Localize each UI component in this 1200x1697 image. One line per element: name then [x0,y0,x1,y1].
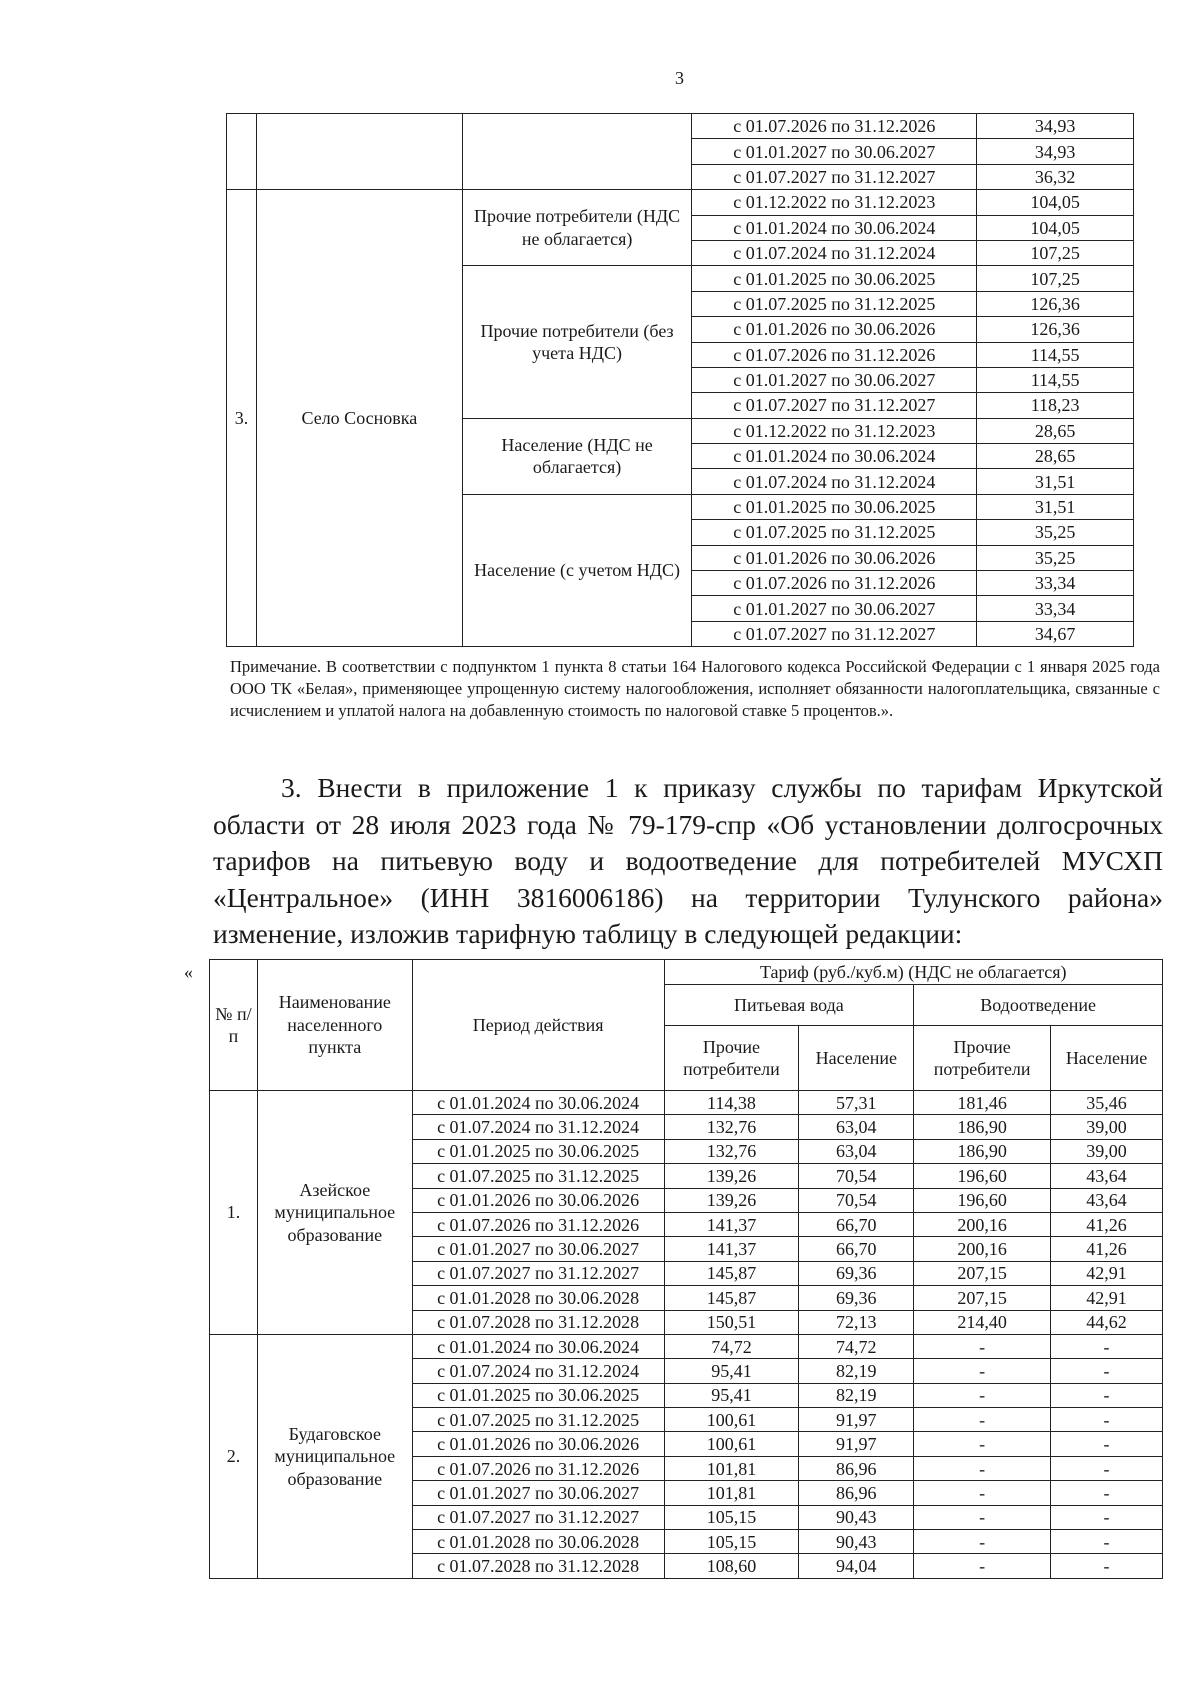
period-cell: с 01.01.2026 по 30.06.2026 [412,1432,664,1456]
period-cell: с 01.01.2025 по 30.06.2025 [412,1139,664,1163]
quote-mark: « [184,962,193,982]
tariff-value: 35,25 [977,520,1134,545]
sewer-other-value: 207,15 [914,1261,1051,1285]
water-other-value: 139,26 [664,1188,799,1212]
sewer-other-value: - [914,1505,1051,1529]
period-cell: с 01.07.2028 по 31.12.2028 [412,1310,664,1334]
empty-cell [227,114,257,190]
table-row [210,1091,1163,1115]
water-other-value: 95,41 [664,1359,799,1383]
period-cell: с 01.01.2028 по 30.06.2028 [412,1530,664,1554]
water-other-value: 145,87 [664,1261,799,1285]
period-cell: с 01.07.2024 по 31.12.2024 [692,240,977,265]
water-other-value: 114,38 [664,1091,799,1115]
period-cell: с 01.07.2024 по 31.12.2024 [692,469,977,494]
water-population-value: 90,43 [799,1505,914,1529]
tariff-value: 28,65 [977,418,1134,443]
water-other-value: 141,37 [664,1237,799,1261]
sewer-other-value: - [914,1383,1051,1407]
period-cell: с 01.07.2027 по 31.12.2027 [692,393,977,418]
period-cell: с 01.01.2026 по 30.06.2026 [692,545,977,570]
sewer-other-value: 200,16 [914,1237,1051,1261]
water-other-value: 145,87 [664,1286,799,1310]
tariff-value: 114,55 [977,367,1134,392]
water-population-value: 70,54 [799,1164,914,1188]
water-population-value: 66,70 [799,1212,914,1236]
period-cell: с 01.07.2026 по 31.12.2026 [412,1456,664,1480]
tariff-value: 126,36 [977,317,1134,342]
empty-cell [256,114,462,190]
sewer-other-value: - [914,1481,1051,1505]
footnote: Примечание. В соответствии с подпунктом 1 пункта 8 статьи 164 Налогового кодекса Российской Федерации с 1 января 2025 года ООО ТК «Белая», применяющее упрощенную систему налогообложения, исполняет обязанности налогоплательщика, связанные с исчислением и уплатой налога на добавленную стоимость по налоговой ставке 5 процентов.». [230,657,1160,720]
tariff-value: 36,32 [977,164,1134,189]
sewer-other-value: 196,60 [914,1188,1051,1212]
period-cell: с 01.07.2025 по 31.12.2025 [692,291,977,316]
period-cell: с 01.07.2026 по 31.12.2026 [412,1212,664,1236]
settlement-name: Будаговское муниципальное образование [257,1334,412,1578]
sewer-population-value: - [1051,1456,1163,1480]
sewer-other-value: - [914,1554,1051,1578]
consumer-group: Прочие потребители (НДС не облагается) [462,190,692,266]
water-population-value: 82,19 [799,1359,914,1383]
period-cell: с 01.01.2024 по 30.06.2024 [692,215,977,240]
consumer-group: Прочие потребители (без учета НДС) [462,266,692,418]
period-cell: с 01.12.2022 по 31.12.2023 [692,418,977,443]
sewer-other-value: - [914,1530,1051,1554]
sewer-other-value: 207,15 [914,1286,1051,1310]
sewer-population-value: - [1051,1334,1163,1358]
water-population-value: 91,97 [799,1432,914,1456]
period-cell: с 01.07.2025 по 31.12.2025 [412,1408,664,1432]
sewer-population-value: 39,00 [1051,1115,1163,1139]
header-water: Питьевая вода [664,985,914,1026]
period-cell: с 01.01.2024 по 30.06.2024 [412,1091,664,1115]
period-cell: с 01.07.2026 по 31.12.2026 [692,114,977,139]
water-population-value: 70,54 [799,1188,914,1212]
sewer-population-value: - [1051,1505,1163,1529]
consumer-group: Население (НДС не облагается) [462,418,692,494]
period-cell: с 01.01.2027 по 30.06.2027 [692,367,977,392]
period-cell: с 01.07.2028 по 31.12.2028 [412,1554,664,1578]
table-row [210,1334,1163,1358]
header-name: Наименование населенного пункта [257,960,412,1091]
water-other-value: 95,41 [664,1383,799,1407]
sewer-population-value: - [1051,1481,1163,1505]
sewer-population-value: 43,64 [1051,1164,1163,1188]
sewer-population-value: - [1051,1359,1163,1383]
water-population-value: 94,04 [799,1554,914,1578]
water-population-value: 82,19 [799,1383,914,1407]
sewer-population-value: 43,64 [1051,1188,1163,1212]
sewer-population-value: 42,91 [1051,1261,1163,1285]
sewer-population-value: 41,26 [1051,1212,1163,1236]
period-cell: с 01.07.2027 по 31.12.2027 [692,621,977,646]
sewer-population-value: - [1051,1432,1163,1456]
sewer-population-value: - [1051,1383,1163,1407]
sewer-population-value: 41,26 [1051,1237,1163,1261]
sewer-other-value: 181,46 [914,1091,1051,1115]
water-other-value: 100,61 [664,1432,799,1456]
consumer-group: Население (с учетом НДС) [462,494,692,646]
tariff-value: 28,65 [977,444,1134,469]
period-cell: с 01.07.2026 по 31.12.2026 [692,571,977,596]
tariff-value: 104,05 [977,190,1134,215]
period-cell: с 01.01.2026 по 30.06.2026 [412,1188,664,1212]
period-cell: с 01.07.2024 по 31.12.2024 [412,1359,664,1383]
header-sewer-other: Прочие потребители [914,1026,1051,1091]
table-row [227,190,1134,215]
row-number: 3. [227,190,257,647]
water-other-value: 139,26 [664,1164,799,1188]
period-cell: с 01.07.2024 по 31.12.2024 [412,1115,664,1139]
sewer-other-value: - [914,1359,1051,1383]
sewer-other-value: 214,40 [914,1310,1051,1334]
sewer-other-value: - [914,1456,1051,1480]
sewer-other-value: 186,90 [914,1115,1051,1139]
period-cell: с 01.01.2025 по 30.06.2025 [412,1383,664,1407]
period-cell: с 01.07.2026 по 31.12.2026 [692,342,977,367]
table-row [227,114,1134,139]
tariff-value: 34,67 [977,621,1134,646]
settlement-name: Село Сосновка [256,190,462,647]
period-cell: с 01.01.2024 по 30.06.2024 [412,1334,664,1358]
water-population-value: 57,31 [799,1091,914,1115]
period-cell: с 01.01.2025 по 30.06.2025 [692,494,977,519]
header-num: № п/п [210,960,258,1091]
water-population-value: 72,13 [799,1310,914,1334]
water-population-value: 69,36 [799,1261,914,1285]
header-period: Период действия [412,960,664,1091]
water-other-value: 132,76 [664,1139,799,1163]
sewer-population-value: 39,00 [1051,1139,1163,1163]
sewer-population-value: 44,62 [1051,1310,1163,1334]
tariff-value: 34,93 [977,139,1134,164]
water-other-value: 105,15 [664,1530,799,1554]
sewer-population-value: 35,46 [1051,1091,1163,1115]
water-population-value: 74,72 [799,1334,914,1358]
row-number: 2. [210,1334,258,1578]
water-population-value: 63,04 [799,1139,914,1163]
water-population-value: 86,96 [799,1481,914,1505]
sewer-other-value: - [914,1432,1051,1456]
tariff-value: 114,55 [977,342,1134,367]
sewer-population-value: - [1051,1530,1163,1554]
water-other-value: 100,61 [664,1408,799,1432]
water-population-value: 63,04 [799,1115,914,1139]
sewer-other-value: - [914,1408,1051,1432]
sewer-population-value: - [1051,1408,1163,1432]
period-cell: с 01.01.2028 по 30.06.2028 [412,1286,664,1310]
period-cell: с 01.01.2025 по 30.06.2025 [692,266,977,291]
water-population-value: 91,97 [799,1408,914,1432]
header-water-population: Население [799,1026,914,1091]
sewer-other-value: - [914,1334,1051,1358]
tariff-value: 33,34 [977,571,1134,596]
tariff-table [209,959,1163,1579]
period-cell: с 01.07.2027 по 31.12.2027 [412,1505,664,1529]
period-cell: с 01.07.2025 по 31.12.2025 [692,520,977,545]
water-other-value: 105,15 [664,1505,799,1529]
period-cell: с 01.12.2022 по 31.12.2023 [692,190,977,215]
settlement-name: Азейское муниципальное образование [257,1091,412,1335]
period-cell: с 01.01.2027 по 30.06.2027 [412,1481,664,1505]
period-cell: с 01.01.2027 по 30.06.2027 [692,139,977,164]
sewer-other-value: 200,16 [914,1212,1051,1236]
water-other-value: 101,81 [664,1456,799,1480]
sewer-population-value: 42,91 [1051,1286,1163,1310]
tariff-value: 104,05 [977,215,1134,240]
water-other-value: 108,60 [664,1554,799,1578]
water-population-value: 90,43 [799,1530,914,1554]
period-cell: с 01.01.2024 по 30.06.2024 [692,444,977,469]
water-other-value: 132,76 [664,1115,799,1139]
period-cell: с 01.07.2027 по 31.12.2027 [692,164,977,189]
sewer-population-value: - [1051,1554,1163,1578]
row-number: 1. [210,1091,258,1335]
header-row [210,960,1163,985]
tariff-value: 34,93 [977,114,1134,139]
tariff-value: 35,25 [977,545,1134,570]
water-other-value: 141,37 [664,1212,799,1236]
period-cell: с 01.07.2025 по 31.12.2025 [412,1164,664,1188]
sewer-other-value: 186,90 [914,1139,1051,1163]
tariff-value: 118,23 [977,393,1134,418]
water-population-value: 69,36 [799,1286,914,1310]
period-cell: с 01.01.2027 по 30.06.2027 [412,1237,664,1261]
water-population-value: 86,96 [799,1456,914,1480]
tariff-table-continued [226,113,1134,647]
tariff-value: 31,51 [977,494,1134,519]
empty-cell [462,114,692,190]
period-cell: с 01.01.2026 по 30.06.2026 [692,317,977,342]
tariff-value: 33,34 [977,596,1134,621]
period-cell: с 01.07.2027 по 31.12.2027 [412,1261,664,1285]
page-number: 3 [675,68,684,88]
tariff-value: 107,25 [977,240,1134,265]
tariff-value: 126,36 [977,291,1134,316]
header-tariff: Тариф (руб./куб.м) (НДС не облагается) [664,960,1162,985]
header-sewer-population: Население [1051,1026,1163,1091]
water-other-value: 150,51 [664,1310,799,1334]
tariff-value: 107,25 [977,266,1134,291]
water-other-value: 101,81 [664,1481,799,1505]
sewer-other-value: 196,60 [914,1164,1051,1188]
water-population-value: 66,70 [799,1237,914,1261]
period-cell: с 01.01.2027 по 30.06.2027 [692,596,977,621]
water-other-value: 74,72 [664,1334,799,1358]
header-sewer: Водоотведение [914,985,1163,1026]
tariff-value: 31,51 [977,469,1134,494]
paragraph-3: 3. Внести в приложение 1 к приказу службы по тарифам Иркутской области от 28 июля 2023 года № 79-179-спр «Об установлении долгосрочных тарифов на питьевую воду и водоотведение для потребителей МУСХП «Центральное» (ИНН 3816006186) на территории Тулунского района» изменение, изложив тарифную таблицу в следующей редакции: [213,772,1163,950]
header-water-other: Прочие потребители [664,1026,799,1091]
